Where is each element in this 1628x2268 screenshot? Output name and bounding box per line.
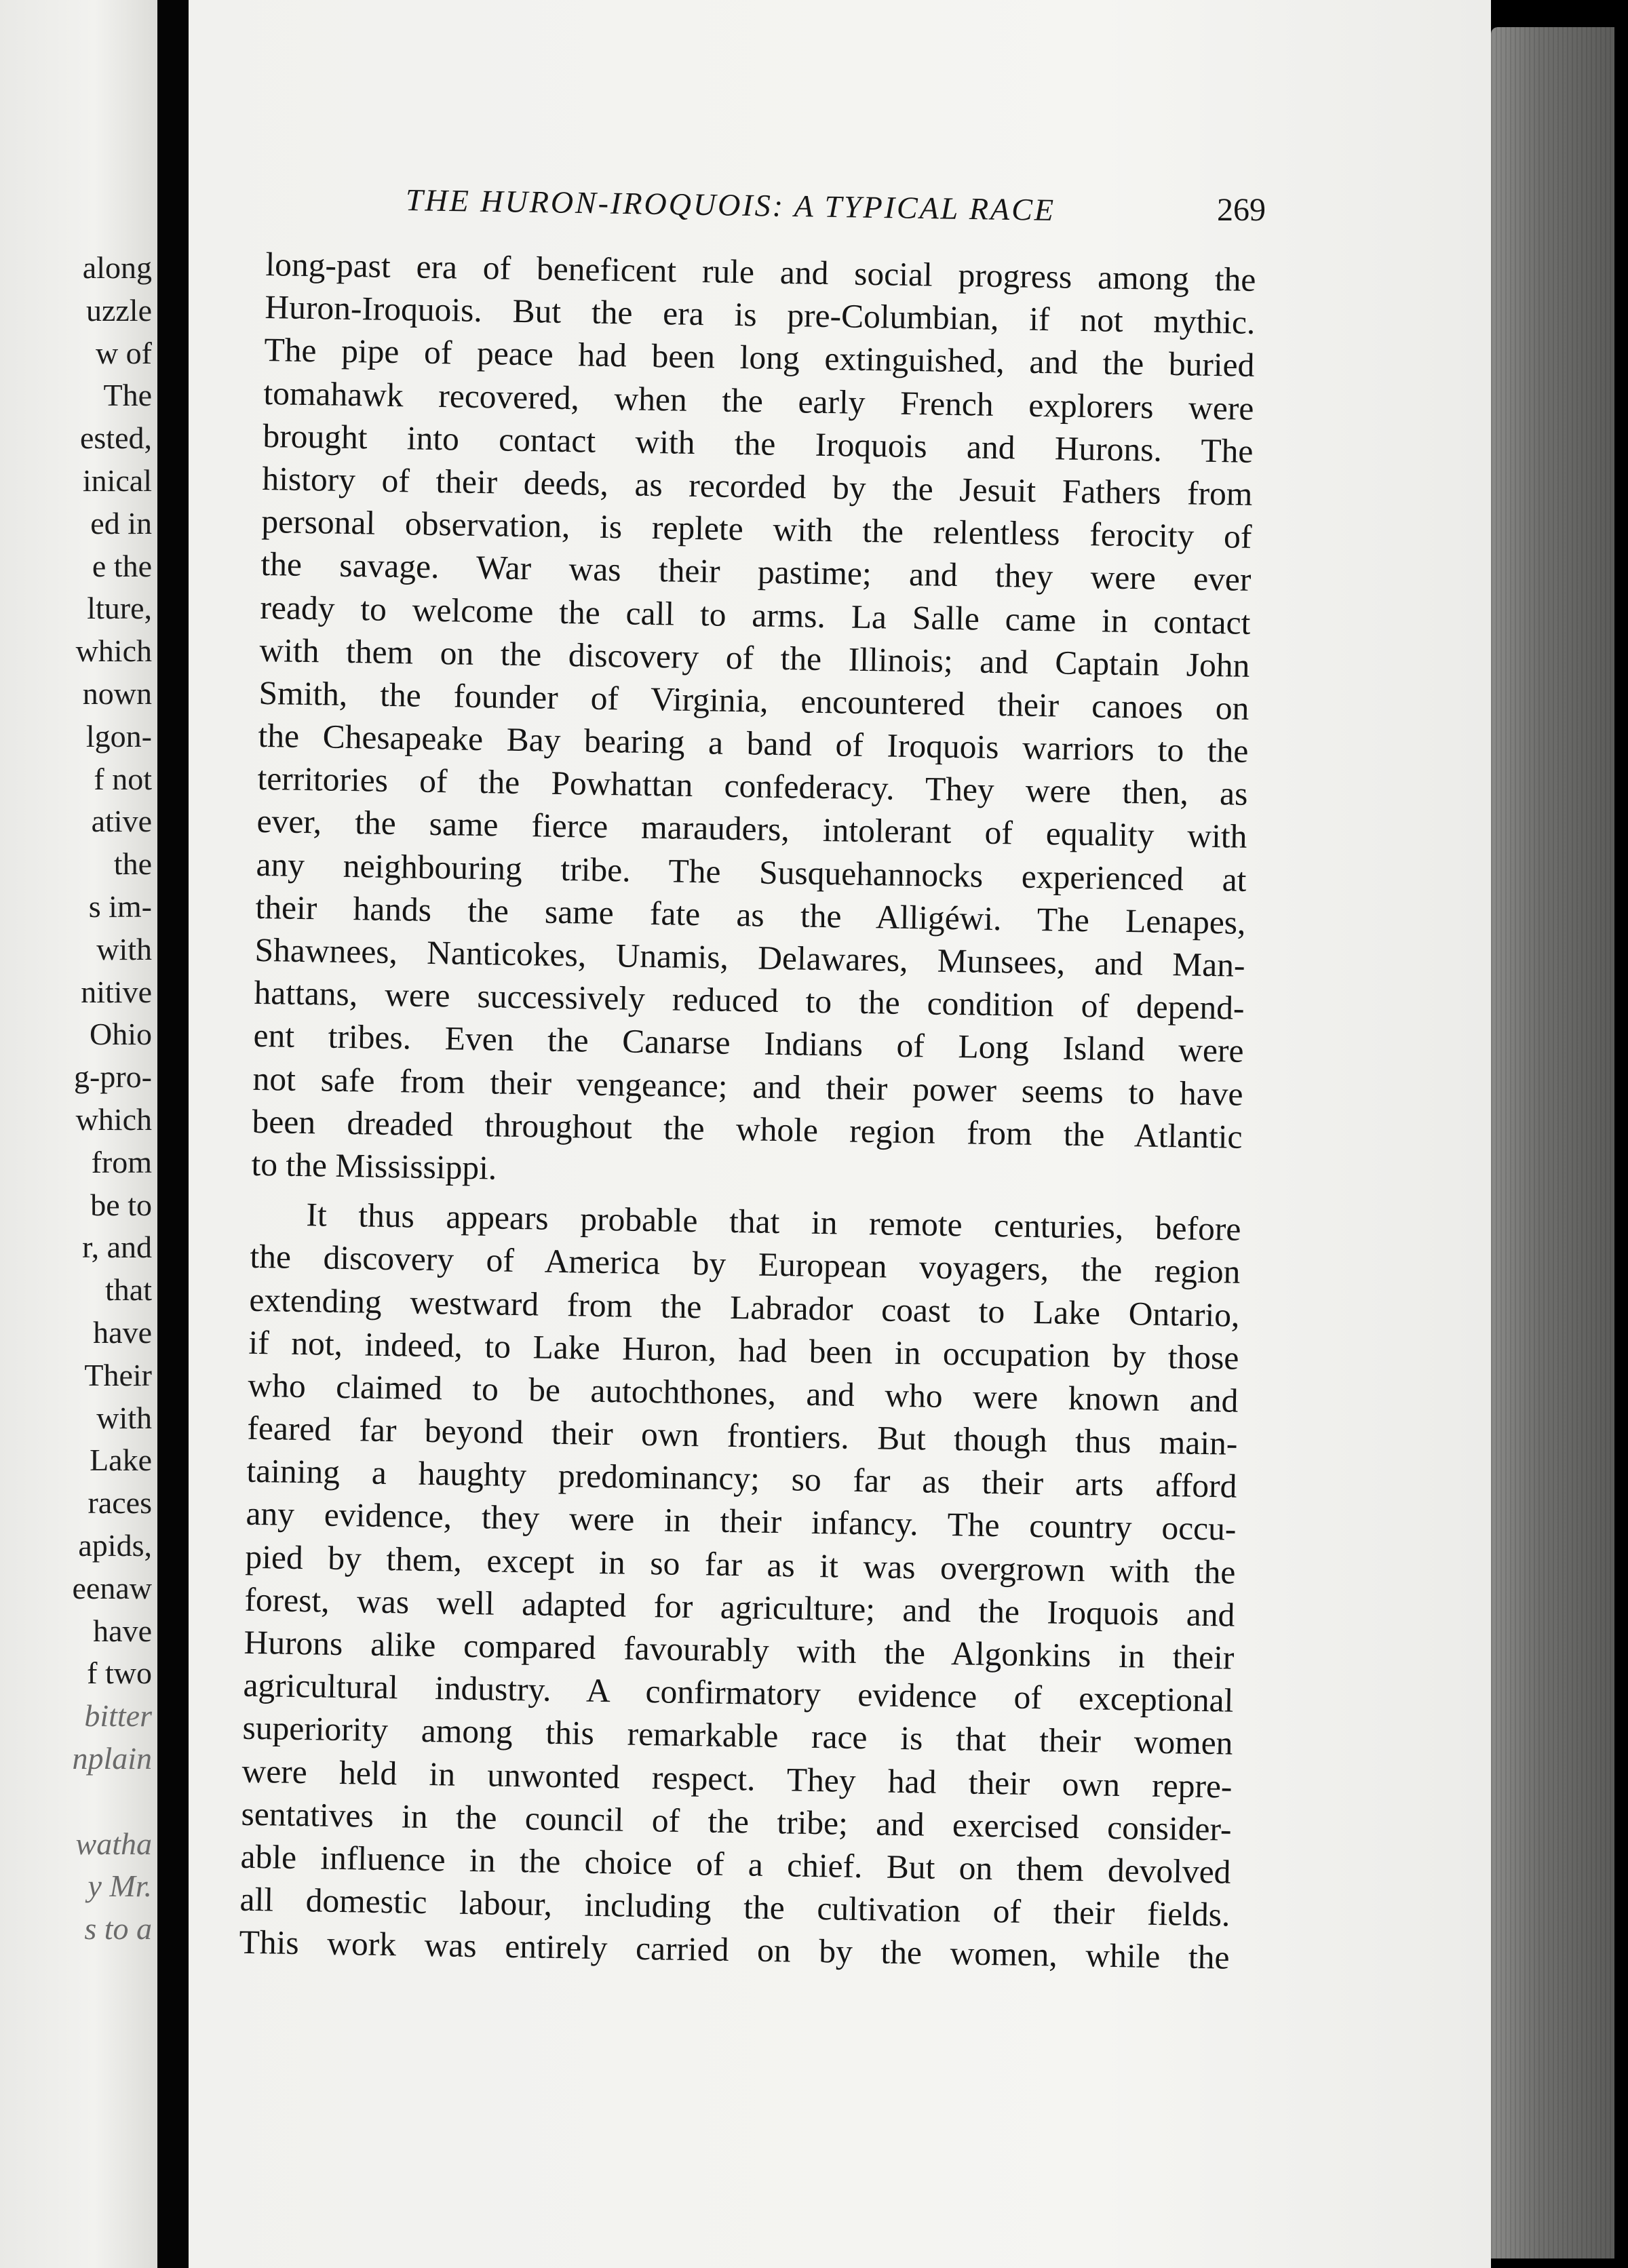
text-line: This work was entirely carried on by the women, while the xyxy=(239,1923,1230,1976)
facing-page-line: f two xyxy=(87,1656,152,1691)
page-number: 269 xyxy=(1217,192,1266,228)
facing-page-line: races xyxy=(88,1485,152,1521)
book-gutter xyxy=(157,0,189,2268)
text-line: any evidence, they were in their infancy. The country occu- xyxy=(246,1495,1237,1548)
facing-page-line: Ohio xyxy=(90,1017,152,1052)
facing-page-line: f not xyxy=(94,761,152,796)
text-line: ready to welcome the call to arms. La Salle came in contact xyxy=(260,588,1251,642)
body-text xyxy=(239,243,1256,1979)
running-head: THE HURON-IROQUOIS: A TYPICAL RACE xyxy=(405,182,1056,228)
text-line: been dreaded throughout the whole region from the Atlantic xyxy=(252,1102,1243,1156)
text-line: forest, was well adapted for agriculture; and the Iroquois and xyxy=(244,1580,1235,1634)
text-line: superiority among this remarkable race is that their women xyxy=(242,1709,1233,1763)
facing-page-line: ative xyxy=(91,804,152,839)
facing-page-line: nitive xyxy=(81,974,152,1009)
text-line: ent tribes. Even the Canarse Indians of Long Island were xyxy=(253,1017,1244,1070)
facing-page-line: Lake xyxy=(90,1443,152,1478)
text-line: all domestic labour, including the cultivation of their fields. xyxy=(239,1880,1230,1934)
text-line: if not, indeed, to Lake Huron, had been in occupation by those xyxy=(248,1323,1239,1377)
text-line: The pipe of peace had been long extinguished, and the buried xyxy=(264,331,1255,385)
facing-page-line: along xyxy=(82,250,152,285)
facing-page-line: be to xyxy=(90,1187,152,1222)
text-line: who claimed to be autochthones, and who were known and xyxy=(248,1366,1239,1420)
facing-page-line: which xyxy=(75,633,152,669)
text-line: taining a haughty predominancy; so far as their arts afford xyxy=(246,1452,1237,1505)
facing-page-line: from xyxy=(91,1144,152,1179)
facing-page-line: uzzle xyxy=(85,292,152,328)
facing-page-line: g-pro- xyxy=(74,1059,152,1095)
text-line: not safe from their vengeance; and their power seems to have xyxy=(252,1059,1243,1113)
facing-page-line: the xyxy=(113,846,152,882)
facing-page-line: lture, xyxy=(87,591,152,626)
text-line: territories of the Powhattan confederacy. They were then, as xyxy=(257,760,1248,813)
facing-page-line: that xyxy=(105,1272,152,1308)
facing-page-line: have xyxy=(93,1315,152,1350)
facing-page-line: ested, xyxy=(79,421,152,456)
text-line: the savage. War was their pastime; and they were ever xyxy=(260,545,1252,599)
facing-page-line: nplain xyxy=(72,1741,152,1776)
text-line: personal observation, is replete with the relentless ferocity of xyxy=(261,503,1252,556)
text-line: Smith, the founder of Virginia, encountered their canoes on xyxy=(258,673,1249,727)
facing-page-line: have xyxy=(93,1613,152,1648)
text-line: extending westward from the Labrador coast to Lake Ontario, xyxy=(249,1280,1240,1334)
text-line: with them on the discovery of the Illinois; and Captain John xyxy=(259,631,1250,684)
text-line: long-past era of beneficent rule and social progress among the xyxy=(265,245,1256,298)
text-line: to the Mississippi. xyxy=(251,1145,497,1187)
facing-page-line: nown xyxy=(82,676,152,711)
facing-page xyxy=(0,0,157,2268)
text-line: able influence in the choice of a chief. But on them devolved xyxy=(240,1837,1231,1891)
facing-page-line: eenaw xyxy=(72,1570,152,1605)
text-line: were held in unwonted respect. They had their own repre- xyxy=(241,1752,1233,1805)
text-line: their hands the same fate as the Alligéwi. The Lenapes, xyxy=(255,888,1246,941)
text-line: pied by them, except in so far as it was overgrown with the xyxy=(245,1538,1236,1591)
text-line: the discovery of America by European voyagers, the region xyxy=(250,1238,1241,1291)
text-line: sentatives in the council of the tribe; and exercised consider- xyxy=(241,1795,1232,1848)
facing-page-line: y Mr. xyxy=(88,1869,152,1904)
facing-page-line: bitter xyxy=(84,1698,152,1734)
scan-border xyxy=(1614,0,1628,2268)
facing-page-line: e the xyxy=(92,548,152,583)
paragraph-1 xyxy=(251,243,1256,1201)
text-line: Shawnees, Nanticokes, Unamis, Delawares, Munsees, and Man- xyxy=(254,931,1245,984)
facing-page-line: lgon- xyxy=(85,718,152,754)
page-edges xyxy=(1491,27,1614,2259)
text-line: feared far beyond their own frontiers. But though thus main- xyxy=(247,1409,1238,1462)
text-line: brought into contact with the Iroquois and Hurons. The xyxy=(263,416,1254,470)
text-line: any neighbouring tribe. The Susquehannocks experienced at xyxy=(256,845,1247,899)
facing-page-line: s im- xyxy=(88,889,152,924)
facing-page-line: w of xyxy=(95,335,152,370)
text-line: agricultural industry. A confirmatory evidence of exceptional xyxy=(243,1666,1234,1719)
text-line: hattans, were successively reduced to the condition of depend- xyxy=(254,974,1245,1027)
facing-page-line: r, and xyxy=(82,1230,152,1265)
text-line: the Chesapeake Bay bearing a band of Iroquois warriors to the xyxy=(258,716,1249,770)
facing-page-line: apids, xyxy=(78,1528,152,1563)
text-line: Hurons alike compared favourably with the Algonkins in their xyxy=(244,1623,1235,1677)
text-line: ever, the same fierce marauders, intolerant of equality with xyxy=(256,802,1247,856)
text-line: Huron-Iroquois. But the era is pre-Columbian, if not mythic. xyxy=(265,288,1256,342)
text-line: It thus appears probable that in remote centuries, before xyxy=(306,1196,1241,1248)
facing-page-line: The xyxy=(103,378,152,413)
facing-page-line: inical xyxy=(82,463,152,498)
paragraph-2 xyxy=(239,1192,1241,1979)
facing-page-line: ed in xyxy=(90,505,152,541)
facing-page-line: watha xyxy=(75,1826,152,1861)
text-line: history of their deeds, as recorded by the Jesuit Fathers from xyxy=(262,459,1253,513)
facing-page-line: which xyxy=(75,1102,152,1137)
facing-page-line: Their xyxy=(84,1357,152,1392)
facing-page-line: with xyxy=(96,931,152,966)
facing-page-line: s to a xyxy=(84,1911,152,1947)
facing-page-line: with xyxy=(96,1400,152,1435)
text-line: tomahawk recovered, when the early French explorers were xyxy=(263,374,1254,427)
